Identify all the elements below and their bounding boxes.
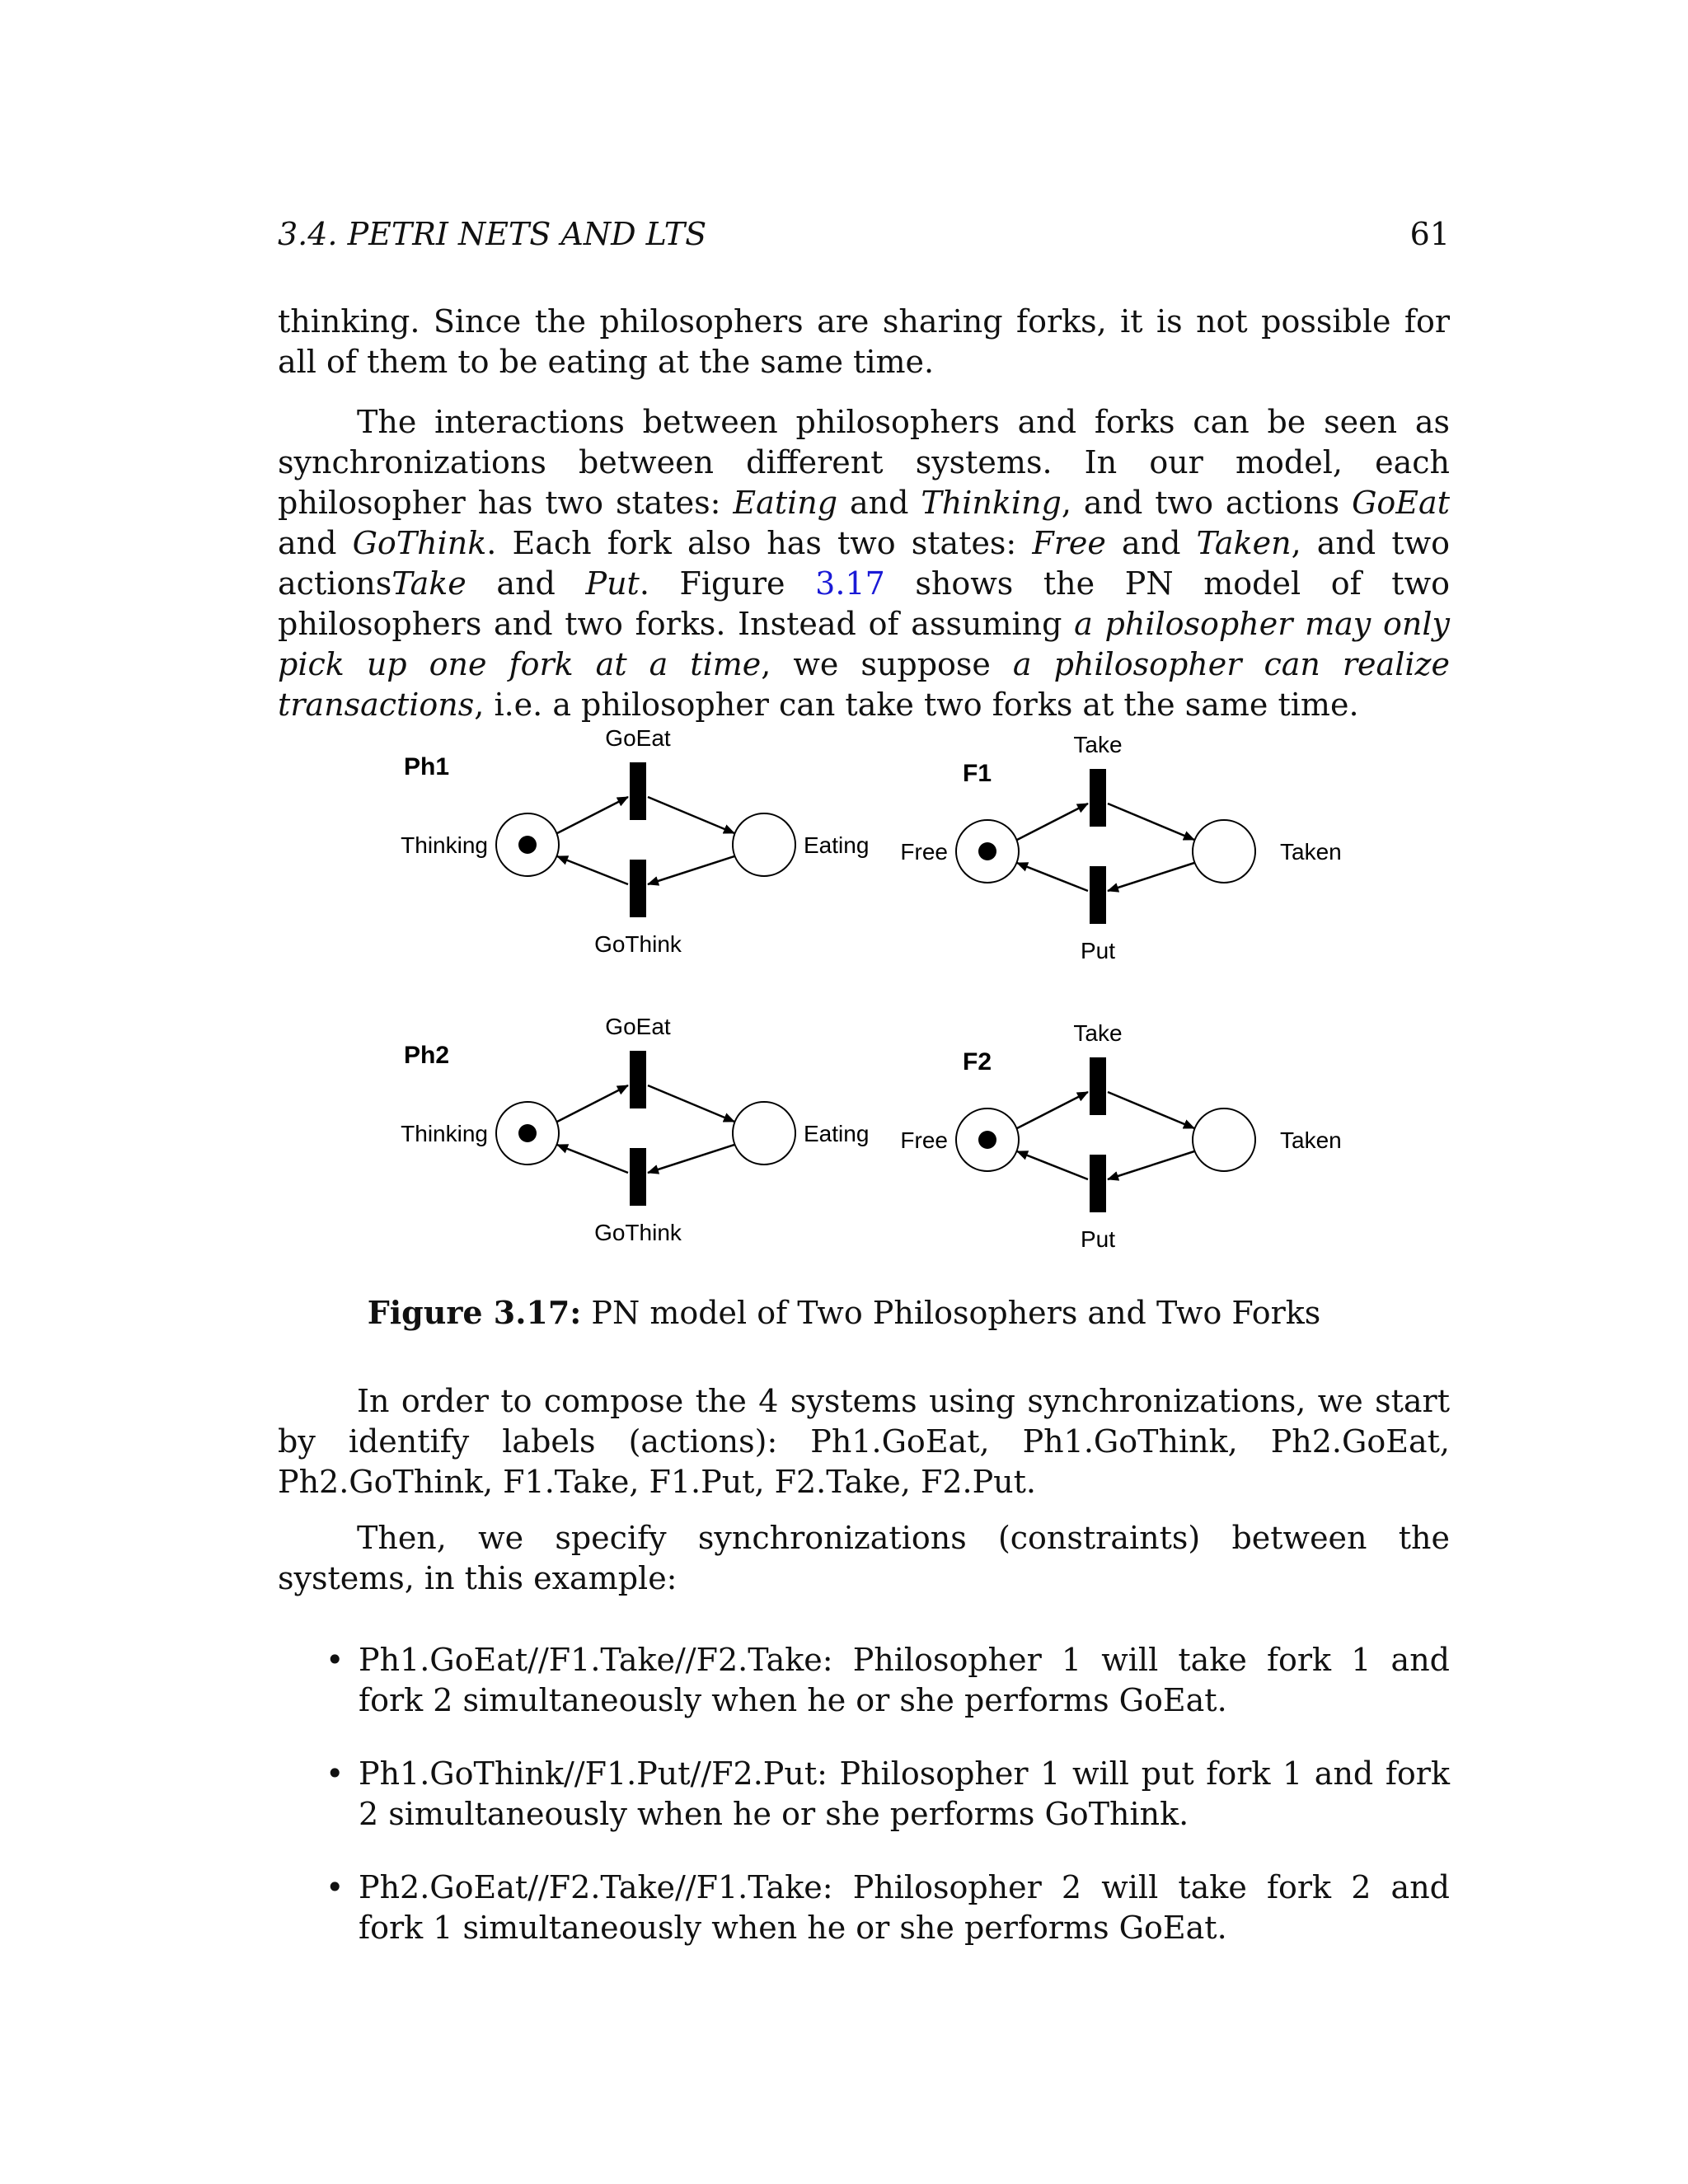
place-right-label: Eating: [804, 832, 870, 858]
arc: [1108, 804, 1194, 840]
place-left-label: Thinking: [401, 832, 488, 858]
p2-text: . Figure: [639, 565, 816, 602]
p2-text: and: [278, 525, 353, 561]
arc: [557, 1085, 628, 1122]
transition-bottom: [1090, 866, 1106, 924]
list-item-text: Ph2.GoEat//F2.Take//F1.Take: Philosopher 2 will take fork 2 and fork 1 simultaneously when he or she performs GoEat.: [359, 1869, 1450, 1946]
arc: [648, 797, 734, 833]
petri-net-diagram: [0, 709, 1688, 1269]
transition-bottom-label: Put: [1080, 938, 1116, 963]
place-right: [733, 1102, 795, 1165]
token: [518, 836, 537, 854]
bullet-icon: •: [326, 1755, 345, 1792]
term-take: Take: [392, 565, 467, 602]
token: [978, 1131, 996, 1149]
term-goeat: GoEat: [1352, 485, 1450, 521]
p2-text: . Each fork also has two states:: [486, 525, 1033, 561]
net-name: Ph2: [404, 1042, 450, 1069]
list-item: [278, 1868, 1450, 1948]
p2-text: The interactions between philosophers and forks can be seen as synchronizations between different systems. In our model, each philosopher has two states:: [278, 404, 1450, 521]
term-gothink: GoThink: [352, 525, 487, 561]
net-name: F1: [963, 760, 992, 787]
transition-top-label: Take: [1073, 1020, 1123, 1046]
p2-text: and: [1105, 525, 1197, 561]
arc: [1017, 863, 1088, 891]
section-title: 3.4. PETRI NETS AND LTS: [278, 216, 707, 252]
paragraph-3: In order to compose the 4 systems using synchronizations, we start by identify labels (actions): Ph1.GoEat, Ph1.GoThink, Ph2.GoEat, Ph2.GoThink, F1.Take, F1.Put, F2.Take, F2.Put.: [278, 1383, 1450, 1500]
p2-text: , and two actions: [278, 525, 1450, 602]
arc: [1017, 1151, 1088, 1179]
p2-text: shows the PN model of two philosophers and two forks. Instead of assuming: [278, 565, 1450, 642]
figure-reference-link[interactable]: 3.17: [815, 565, 885, 602]
token: [978, 842, 996, 860]
transition-top-label: Take: [1073, 732, 1123, 757]
caption-label: Figure 3.17:: [367, 1294, 582, 1331]
emphasis-2: a philosopher can realize transactions: [278, 646, 1451, 723]
arc: [1017, 804, 1088, 840]
p2-text: , and two actions: [1061, 485, 1353, 521]
place-left-label: Free: [900, 1127, 948, 1153]
place-right-label: Eating: [804, 1121, 870, 1146]
transition-bottom-label: GoThink: [594, 931, 682, 957]
paragraph-4: Then, we specify synchronizations (constraints) between the systems, in this example:: [278, 1520, 1450, 1596]
place-right: [733, 813, 795, 876]
synchronization-list: [278, 1640, 1450, 1981]
place-right-label: Taken: [1280, 1127, 1342, 1153]
term-taken: Taken: [1196, 525, 1292, 561]
arc: [557, 797, 628, 833]
arc: [648, 1145, 734, 1173]
arc: [1108, 1092, 1194, 1128]
list-item-text: Ph1.GoEat//F1.Take//F2.Take: Philosopher 1 will take fork 1 and fork 2 simultaneously when he or she performs GoEat.: [359, 1642, 1450, 1718]
p2-text: and: [837, 485, 921, 521]
p2-text: and: [466, 565, 586, 602]
arc: [1017, 1092, 1088, 1128]
transition-top-label: GoEat: [605, 1014, 671, 1039]
arc: [648, 1085, 734, 1122]
petri-net-figure: [0, 709, 1688, 1269]
arc: [557, 1145, 628, 1173]
emphasis-1: a philosopher may only pick up one fork at a time: [278, 606, 1450, 682]
list-item-text: Ph1.GoThink//F1.Put//F2.Put: Philosopher 1 will put fork 1 and fork 2 simultaneously when he or she performs GoThink.: [359, 1755, 1450, 1832]
transition-top-label: GoEat: [605, 725, 671, 751]
running-head: [278, 216, 1450, 252]
caption-text: PN model of Two Philosophers and Two Forks: [581, 1295, 1321, 1331]
net-name: Ph1: [404, 753, 450, 780]
transition-bottom-label: Put: [1080, 1226, 1116, 1252]
place-left-label: Thinking: [401, 1121, 488, 1146]
transition-top: [630, 762, 646, 820]
transition-bottom: [630, 860, 646, 917]
list-item: [278, 1640, 1450, 1721]
arc: [1108, 1151, 1194, 1179]
token: [518, 1124, 537, 1142]
transition-top: [1090, 1057, 1106, 1115]
place-right-label: Taken: [1280, 839, 1342, 865]
place-right: [1193, 1108, 1255, 1171]
transition-bottom: [630, 1148, 646, 1206]
net-name: F2: [963, 1048, 992, 1076]
arc: [1108, 863, 1194, 891]
arc: [648, 856, 734, 884]
bullet-icon: •: [326, 1642, 345, 1678]
bullet-icon: •: [326, 1869, 345, 1905]
term-thinking: Thinking: [921, 485, 1062, 521]
transition-bottom: [1090, 1155, 1106, 1212]
place-right: [1193, 820, 1255, 883]
transition-top: [1090, 769, 1106, 827]
page-number: 61: [1409, 216, 1450, 252]
paragraph-1: thinking. Since the philosophers are sharing forks, it is not possible for all of them to be eating at the same time.: [278, 303, 1450, 380]
transition-bottom-label: GoThink: [594, 1220, 682, 1245]
transition-top: [630, 1051, 646, 1108]
term-put: Put: [585, 565, 640, 602]
place-left-label: Free: [900, 839, 948, 865]
p2-text: , i.e. a philosopher can take two forks at the same time.: [474, 687, 1359, 723]
p2-text: , we suppose: [761, 646, 1013, 682]
paragraph-2: [278, 402, 1450, 725]
term-eating: Eating: [733, 485, 838, 521]
arc: [557, 856, 628, 884]
term-free: Free: [1032, 525, 1106, 561]
figure-caption: [0, 1294, 1688, 1331]
list-item: [278, 1754, 1450, 1835]
